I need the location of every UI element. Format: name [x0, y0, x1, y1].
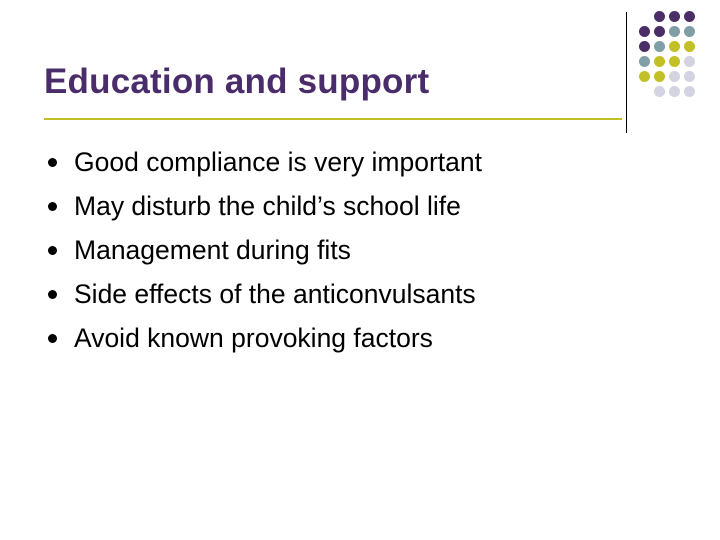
title-underline — [44, 118, 622, 120]
decorative-dot-icon — [669, 56, 680, 67]
decorative-dot-icon — [654, 71, 665, 82]
bullet-text: Good compliance is very important — [74, 147, 482, 178]
decorative-dot-icon — [669, 86, 680, 97]
bullet-marker-icon — [48, 202, 57, 211]
bullet-text: Side effects of the anticonvulsants — [74, 278, 476, 309]
decorative-dot-icon — [669, 26, 680, 37]
decorative-dot-icon — [684, 41, 695, 52]
bullet-text: Management during fits — [74, 234, 351, 265]
bullet-marker-icon — [48, 334, 57, 343]
decorative-dot-icon — [684, 71, 695, 82]
bullet-text: Avoid known provoking factors — [74, 322, 433, 353]
bullet-item — [44, 229, 482, 273]
bullet-marker-icon — [48, 158, 57, 167]
bullet-list — [44, 141, 482, 360]
dot-grid — [639, 11, 695, 97]
decorative-dot-pattern — [639, 11, 695, 97]
decorative-dot-icon — [669, 71, 680, 82]
decorative-dot-icon — [654, 41, 665, 52]
decorative-dot-icon — [639, 26, 650, 37]
bullet-item — [44, 141, 482, 185]
decorative-dot-icon — [669, 41, 680, 52]
decorative-dot-icon — [669, 11, 680, 22]
decorative-dot-icon — [654, 26, 665, 37]
decorative-dot-icon — [684, 86, 695, 97]
decorative-dot-icon — [639, 41, 650, 52]
bullet-marker-icon — [48, 290, 57, 299]
decorative-dot-icon — [639, 71, 650, 82]
decorative-dot-icon — [639, 11, 650, 22]
decorative-dot-icon — [684, 26, 695, 37]
decorative-vertical-line — [626, 12, 627, 133]
decorative-dot-icon — [639, 86, 650, 97]
bullet-item — [44, 272, 482, 316]
bullet-marker-icon — [48, 246, 57, 255]
bullet-item — [44, 185, 482, 229]
decorative-dot-icon — [639, 56, 650, 67]
bullet-item — [44, 316, 482, 360]
decorative-dot-icon — [654, 56, 665, 67]
decorative-dot-icon — [654, 86, 665, 97]
decorative-dot-icon — [684, 11, 695, 22]
decorative-dot-icon — [684, 56, 695, 67]
bullet-text: May disturb the child’s school life — [74, 191, 461, 222]
decorative-dot-icon — [654, 11, 665, 22]
slide-title: Education and support — [44, 62, 430, 101]
